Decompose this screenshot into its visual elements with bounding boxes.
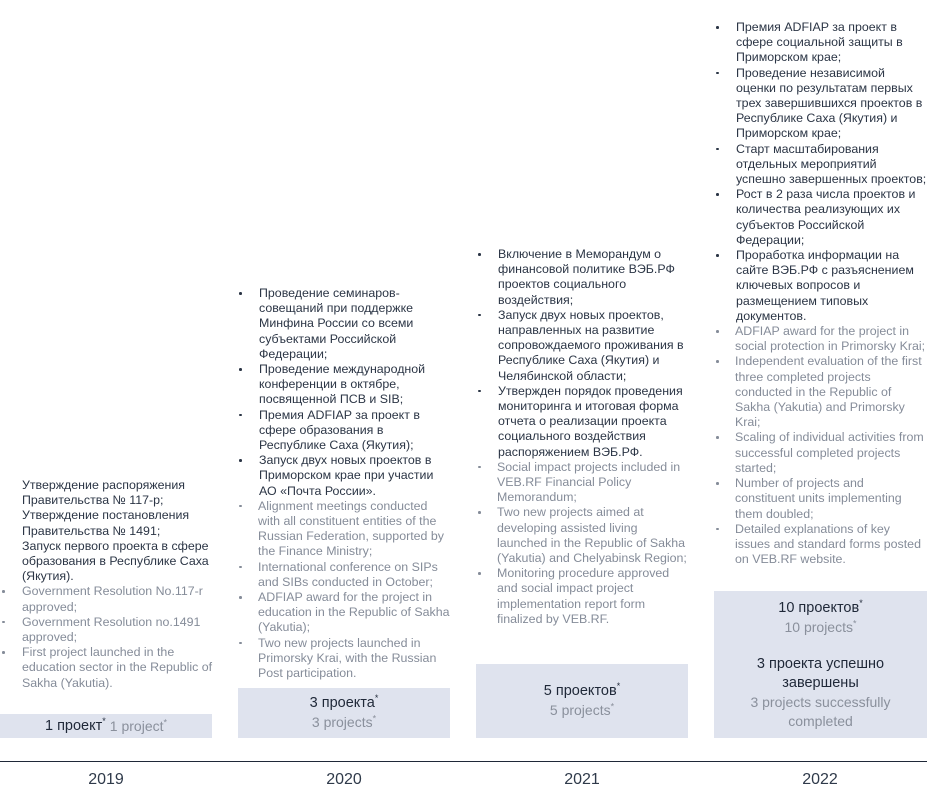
timeline-axis [0,761,927,762]
item-2021-ru-1: Включение в Меморандум о финансовой политике ВЭБ.РФ проектов социального воздействия; [476,247,691,308]
item-2022-ru-1: Премия ADFIAP за проект в сфере социальной защиты в Приморском крае; [714,20,927,66]
item-2020-en-1: Alignment meetings conducted with all constituent entities of the Russian Federation, supported by the Finance Ministry; [237,499,452,560]
item-2022-en-1: ADFIAP award for the project in social protection in Primorsky Krai; [714,324,927,354]
item-2020-en-4: Two new projects launched in Primorsky Krai, with the Russian Post participation. [237,636,452,682]
item-2022-en-5: Detailed explanations of key issues and standard forms posted on VEB.RF website. [714,522,927,568]
item-2021-en-3: Monitoring procedure approved and social impact project implementation report form finalized by VEB.RF. [476,566,691,627]
item-2019-ru-3: Запуск первого проекта в сфере образования в Республике Саха (Якутия). [22,538,209,584]
year-label-2020: 2020 [326,771,362,788]
item-2022-ru-4: Рост в 2 раза числа проектов и количества реализующих их субъектов Российской Федерации; [714,187,927,248]
item-2022-ru-3: Старт масштабирования отдельных мероприятий успешно завершенных проектов; [714,142,927,188]
completed-2022-en: 3 projects successfully completed [750,693,891,729]
item-2021-ru-3: Утвержден порядок проведения мониторинга и итоговая форма отчета о реализации проекта социального воздействия распоряжением ВЭБ.РФ. [476,384,691,460]
timeline-2020-text [237,286,452,681]
item-2020-ru-4: Запуск двух новых проектов в Приморском крае при участии АО «Почта России». [237,453,452,499]
item-2020-en-3: ADFIAP award for the project in education in the Republic of Sakha (Yakutia); [237,590,452,636]
item-2019-ru-2: Утверждение постановления Правительства № 1491; [22,508,190,538]
item-2019-en-2: Government Resolution no.1491 approved; [0,615,215,645]
year-label-2019: 2019 [88,771,124,788]
item-2022-en-4: Number of projects and constituent units implementing them doubled; [714,476,927,522]
item-2022-ru-2: Проведение независимой оценки по результатам первых трех завершившихся проектов в Республике Саха (Якутия) и Приморском крае; [714,66,927,142]
timeline-2022-text [714,20,927,567]
item-2021-en-1: Social impact projects included in VEB.RF Financial Policy Memorandum; [476,460,691,506]
completed-2022-ru: 3 проекта успешно завершены [756,655,885,691]
count-2019-en: 1 project* [109,716,168,734]
project-count-box-2020 [238,688,450,738]
project-count-box-2022 [714,591,927,738]
list-2019-en [0,584,215,690]
list-2020 [237,286,452,681]
item-2022-en-2: Independent evaluation of the first three completed projects conducted in the Republic of Sakha (Yakutia) and Primorsky Krai; [714,354,927,430]
item-2019-en-1: Government Resolution No.117-r approved; [0,584,215,614]
project-count-box-2019 [0,714,212,738]
count-2021-ru: 5 проектов* [543,681,621,699]
item-2022-ru-5: Проработка информации на сайте ВЭБ.РФ с разъяснением ключевых вопросов и размещением типовых документов. [714,248,927,324]
year-label-2022: 2022 [802,771,838,788]
count-2022-ru: 10 проектов* [778,597,863,616]
item-2021-ru-2: Запуск двух новых проектов, направленных на развитие сопровождаемого проживания в Республике Саха (Якутия) и Челябинской области; [476,308,691,384]
count-2022-en: 10 projects* [784,617,857,635]
item-2020-ru-2: Проведение международной конференции в октябре, посвященной ПСВ и SIB; [237,362,452,408]
year-label-2021: 2021 [564,771,600,788]
count-2019-ru: 1 проект* [44,715,106,734]
list-2021 [476,247,691,627]
item-2022-en-3: Scaling of individual activities from successful completed projects started; [714,430,927,476]
count-2020-ru: 3 проекта* [309,693,379,711]
item-2019-en-3: First project launched in the education sector in the Republic of Sakha (Yakutia). [0,645,215,691]
count-2021-en: 5 projects* [549,701,615,718]
timeline-2021-text [476,247,691,627]
item-2019-ru-1: Утверждение распоряжения Правительства № 117-р; [22,478,185,508]
item-2020-ru-3: Премия ADFIAP за проект в сфере образования в Республике Саха (Якутия); [237,408,452,454]
count-2020-en: 3 projects* [311,713,377,730]
project-count-box-2021 [476,664,688,738]
item-2021-en-2: Two new projects aimed at developing assisted living launched in the Republic of Sakha (Yakutia) and Chelyabinsk Region; [476,505,691,566]
timeline-2019-text [0,478,215,691]
item-2020-en-2: International conference on SIPs and SIBs conducted in October; [237,560,452,590]
list-2022 [714,20,927,567]
item-2020-ru-1: Проведение семинаров-совещаний при поддержке Минфина России со всеми субъектами Российской Федерации; [237,286,452,362]
